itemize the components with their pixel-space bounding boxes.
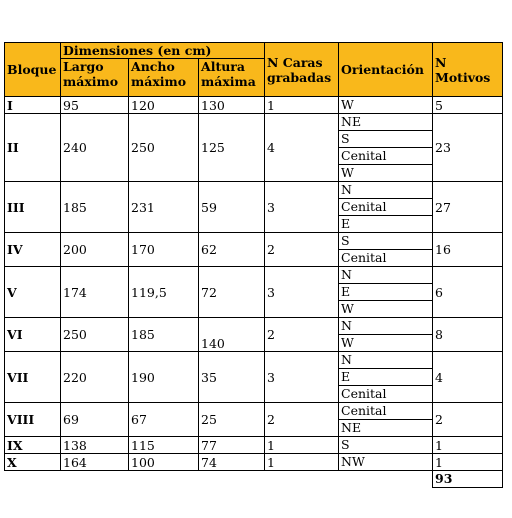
cell-bloque: VIII — [5, 403, 61, 437]
cell-largo: 95 — [61, 97, 129, 114]
cell-largo: 240 — [61, 114, 129, 182]
header-bloque: Bloque — [5, 43, 61, 97]
cell-orientacion: Cenital — [339, 148, 433, 165]
table-row — [5, 114, 503, 131]
cell-bloque: III — [5, 182, 61, 233]
cell-orientacion: NE — [339, 114, 433, 131]
cell-orientacion: Cenital — [339, 386, 433, 403]
cell-ancho: 115 — [129, 437, 199, 454]
table-body — [5, 97, 503, 488]
cell-caras: 2 — [265, 233, 339, 267]
header-orientacion: Orientación — [339, 43, 433, 97]
cell-largo: 250 — [61, 318, 129, 352]
cell-ancho: 120 — [129, 97, 199, 114]
cell-altura: 35 — [199, 352, 265, 403]
cell-orientacion: NE — [339, 420, 433, 437]
empty-cell — [5, 471, 61, 488]
table-row — [5, 454, 503, 471]
table-row — [5, 352, 503, 369]
cell-ancho: 119,5 — [129, 267, 199, 318]
cell-motivos: 8 — [433, 318, 503, 352]
cell-motivos: 1 — [433, 437, 503, 454]
cell-altura: 130 — [199, 97, 265, 114]
header-dimensiones: Dimensiones (en cm) — [61, 43, 265, 59]
cell-motivos: 6 — [433, 267, 503, 318]
cell-bloque: IX — [5, 437, 61, 454]
cell-caras: 3 — [265, 182, 339, 233]
empty-cell — [339, 471, 433, 488]
cell-altura: 62 — [199, 233, 265, 267]
table-row — [5, 267, 503, 284]
cell-largo: 138 — [61, 437, 129, 454]
cell-motivos: 5 — [433, 97, 503, 114]
cell-caras: 3 — [265, 267, 339, 318]
cell-motivos: 4 — [433, 352, 503, 403]
cell-altura: 59 — [199, 182, 265, 233]
cell-orientacion: Cenital — [339, 250, 433, 267]
cell-altura: 125 — [199, 114, 265, 182]
cell-caras: 1 — [265, 97, 339, 114]
cell-ancho: 170 — [129, 233, 199, 267]
cell-orientacion: NW — [339, 454, 433, 471]
cell-largo: 185 — [61, 182, 129, 233]
cell-bloque: VII — [5, 352, 61, 403]
cell-altura: 77 — [199, 437, 265, 454]
cell-motivos: 1 — [433, 454, 503, 471]
table-row — [5, 437, 503, 454]
empty-cell — [199, 471, 265, 488]
cell-orientacion: S — [339, 437, 433, 454]
cell-bloque: X — [5, 454, 61, 471]
cell-bloque: II — [5, 114, 61, 182]
table-row — [5, 233, 503, 250]
cell-orientacion: S — [339, 233, 433, 250]
cell-caras: 2 — [265, 318, 339, 352]
cell-ancho: 190 — [129, 352, 199, 403]
cell-largo: 200 — [61, 233, 129, 267]
cell-largo: 69 — [61, 403, 129, 437]
cell-total-motivos: 93 — [433, 471, 503, 488]
cell-motivos: 27 — [433, 182, 503, 233]
cell-caras: 3 — [265, 352, 339, 403]
table-header — [5, 43, 503, 97]
cell-orientacion: Cenital — [339, 403, 433, 420]
cell-altura: 74 — [199, 454, 265, 471]
data-table-container — [4, 42, 503, 488]
table-row — [5, 97, 503, 114]
cell-altura: 25 — [199, 403, 265, 437]
cell-ancho: 185 — [129, 318, 199, 352]
data-table — [4, 42, 503, 488]
table-row — [5, 182, 503, 199]
cell-bloque: I — [5, 97, 61, 114]
table-row — [5, 403, 503, 420]
cell-orientacion: N — [339, 182, 433, 199]
cell-bloque: VI — [5, 318, 61, 352]
header-altura: Altura máxima — [199, 59, 265, 97]
cell-ancho: 100 — [129, 454, 199, 471]
cell-orientacion: E — [339, 284, 433, 301]
cell-altura: 140 — [199, 318, 265, 352]
empty-cell — [61, 471, 129, 488]
cell-caras: 2 — [265, 403, 339, 437]
cell-orientacion: N — [339, 318, 433, 335]
cell-orientacion: S — [339, 131, 433, 148]
cell-largo: 164 — [61, 454, 129, 471]
cell-orientacion: W — [339, 301, 433, 318]
cell-orientacion: N — [339, 352, 433, 369]
cell-altura: 72 — [199, 267, 265, 318]
cell-bloque: V — [5, 267, 61, 318]
cell-caras: 4 — [265, 114, 339, 182]
cell-motivos: 2 — [433, 403, 503, 437]
cell-ancho: 250 — [129, 114, 199, 182]
cell-motivos: 23 — [433, 114, 503, 182]
header-ancho: Ancho máximo — [129, 59, 199, 97]
cell-orientacion: E — [339, 369, 433, 386]
cell-orientacion: N — [339, 267, 433, 284]
header-caras: N Caras grabadas — [265, 43, 339, 97]
cell-orientacion: W — [339, 335, 433, 352]
header-largo: Largo máximo — [61, 59, 129, 97]
cell-orientacion: W — [339, 97, 433, 114]
cell-caras: 1 — [265, 454, 339, 471]
header-motivos: N Motivos — [433, 43, 503, 97]
cell-bloque: IV — [5, 233, 61, 267]
cell-motivos: 16 — [433, 233, 503, 267]
empty-cell — [129, 471, 199, 488]
cell-ancho: 231 — [129, 182, 199, 233]
cell-largo: 174 — [61, 267, 129, 318]
cell-ancho: 67 — [129, 403, 199, 437]
cell-orientacion: W — [339, 165, 433, 182]
cell-caras: 1 — [265, 437, 339, 454]
cell-largo: 220 — [61, 352, 129, 403]
cell-orientacion: E — [339, 216, 433, 233]
table-row — [5, 318, 503, 335]
total-row — [5, 471, 503, 488]
empty-cell — [265, 471, 339, 488]
cell-orientacion: Cenital — [339, 199, 433, 216]
